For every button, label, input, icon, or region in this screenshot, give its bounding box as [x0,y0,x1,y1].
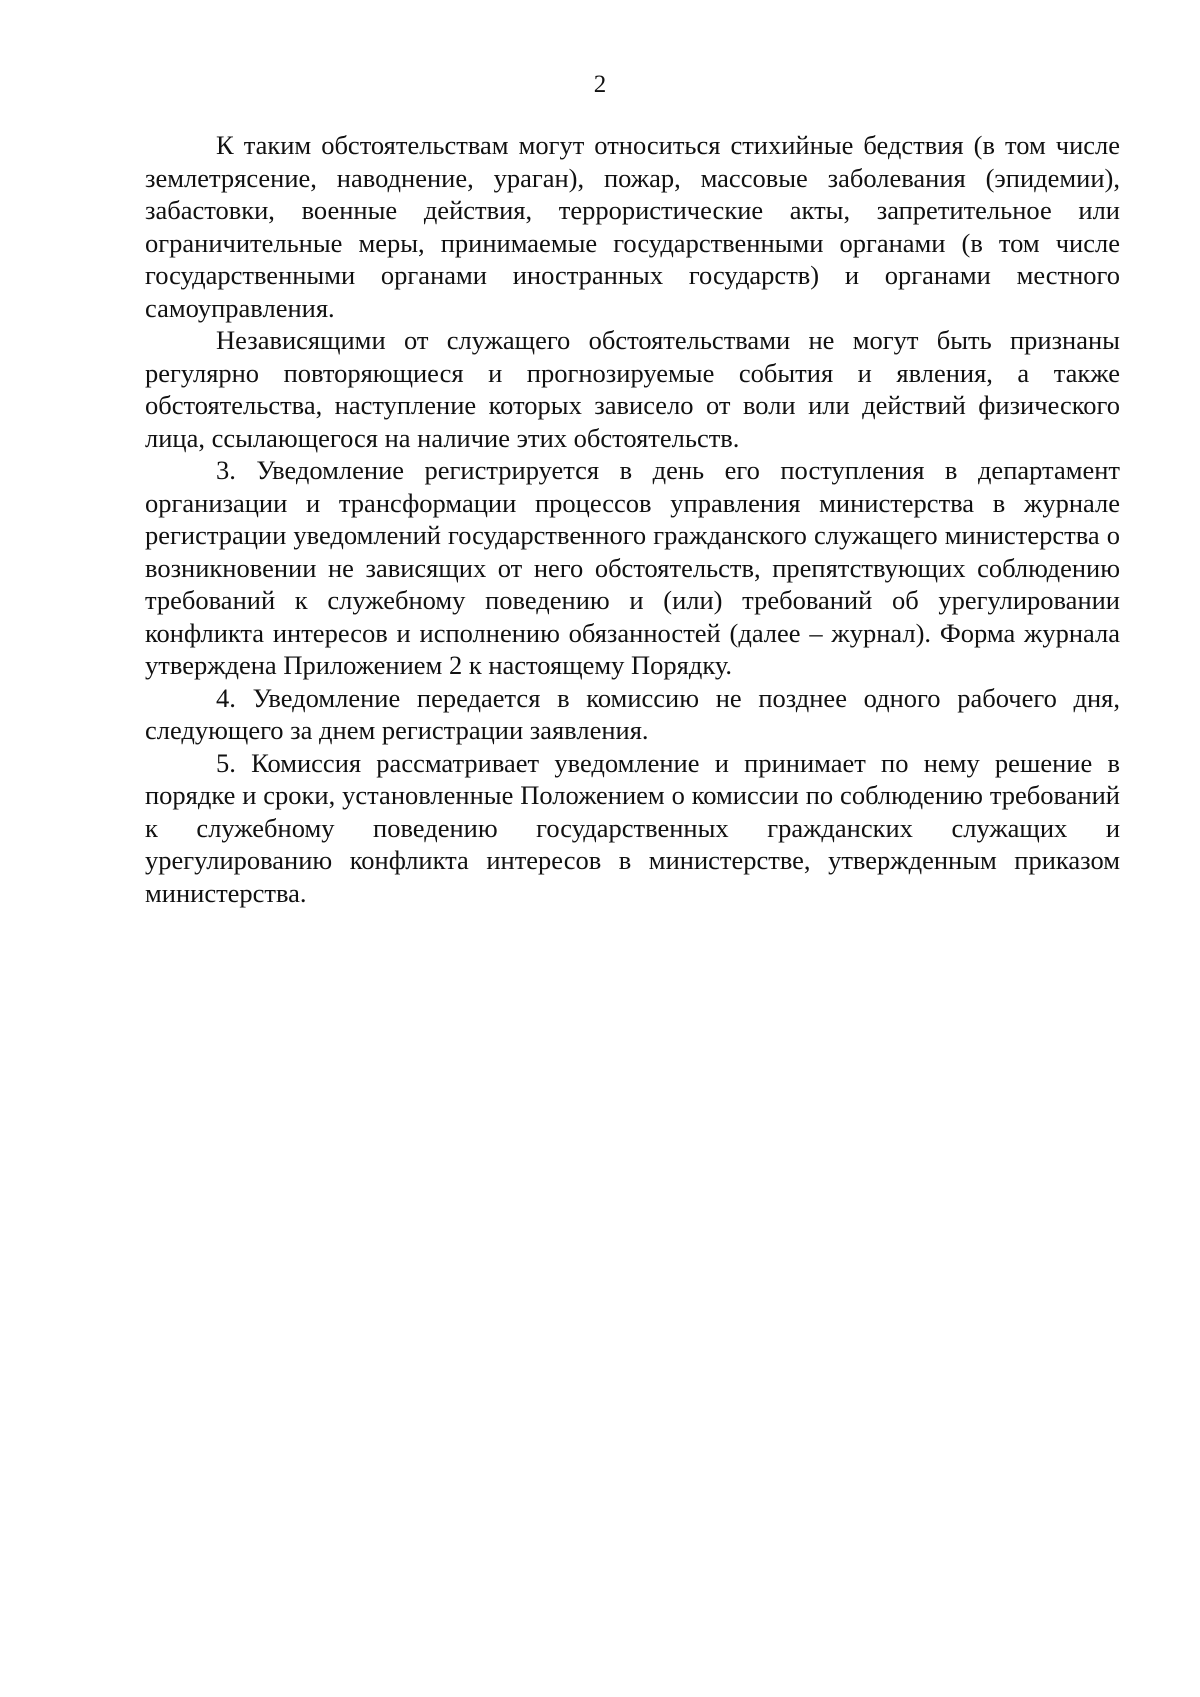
paragraph-force-majeure-examples: К таким обстоятельствам могут относиться стихийные бедствия (в том числе землетрясение, наводнение, ураган), пожар, массовые заболевания (эпидемии), забастовки, военные действия, террористические акты, запретительное или ограничительные меры, принимаемые государственными органами (в том числе государственными органами иностранных государств) и органами местного самоуправления. [145,130,1120,323]
page-number: 2 [593,71,607,98]
paragraph-5-commission: 5. Комиссия рассматривает уведомление и принимает по нему решение в порядке и сроки, установленные Положением о комиссии по соблюдению требований к служебному поведению государственных гражданских служащих и урегулированию конфликта интересов в министерстве, утвержденным приказом министерства. [145,747,1120,908]
paragraph-3-registration: 3. Уведомление регистрируется в день его поступления в департамент организации и трансформации процессов управления министерства в журнале регистрации уведомлений государственного гражданского служащего министерства о возникновении не зависящих от него обстоятельств, препятствующих соблюдению требований к служебному поведению и (или) требований об урегулировании конфликта интересов и исполнению обязанностей (далее – журнал). Форма журнала утверждена Приложением 2 к настоящему Порядку. [145,455,1120,680]
paragraph-4-transfer: 4. Уведомление передается в комиссию не позднее одного рабочего дня, следующего за днем регистрации заявления. [145,682,1120,745]
document-body [145,129,1120,909]
paragraph-exclusions: Независящими от служащего обстоятельствами не могут быть признаны регулярно повторяющиеся и прогнозируемые события и явления, а также обстоятельства, наступление которых зависело от воли или действий физического лица, ссылающегося на наличие этих обстоятельств. [145,325,1120,453]
